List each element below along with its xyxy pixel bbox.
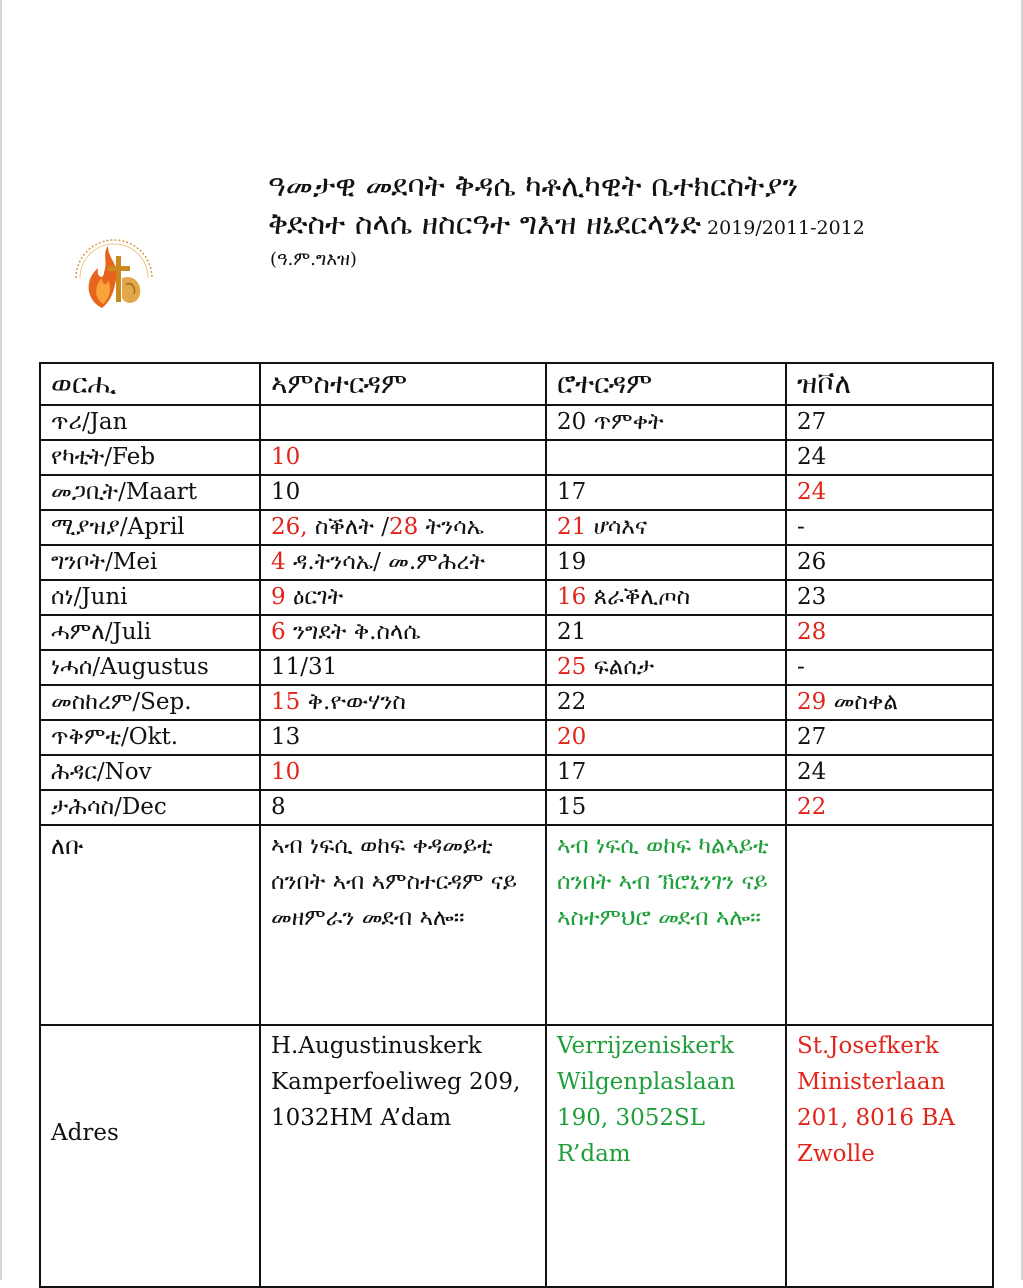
rotterdam-cell bbox=[546, 405, 786, 440]
zwolle-date: 24 bbox=[797, 759, 827, 785]
month-name: ሓምለ/Juli bbox=[51, 619, 152, 645]
amsterdam-event-2: ትንሳኤ bbox=[418, 514, 485, 540]
amsterdam-event: ንግደት ቅ.ስላሴ bbox=[285, 619, 421, 645]
zwolle-date: 23 bbox=[797, 584, 827, 610]
month-cell bbox=[40, 475, 260, 510]
month-cell bbox=[40, 720, 260, 755]
month-name: ሕዳር/Nov bbox=[51, 759, 152, 785]
month-cell bbox=[40, 510, 260, 545]
note-label: ለቡ bbox=[40, 825, 260, 1025]
month-cell bbox=[40, 650, 260, 685]
month-cell bbox=[40, 405, 260, 440]
zwolle-date: 24 bbox=[797, 444, 827, 470]
month-name: ነሓሰ/Augustus bbox=[51, 654, 209, 680]
zwolle-cell bbox=[786, 475, 993, 510]
table-row bbox=[40, 580, 993, 615]
amsterdam-date: 10 bbox=[271, 444, 301, 470]
title-line-2-text: ቅድስተ ስላሴ ዘስርዓተ ግእዝ ዘኔደርላንድ bbox=[268, 207, 702, 242]
amsterdam-cell bbox=[260, 720, 546, 755]
rotterdam-cell bbox=[546, 720, 786, 755]
title-subtitle: (ዓ.ም.ግእዝ) bbox=[270, 249, 357, 270]
table-row bbox=[40, 440, 993, 475]
note-row bbox=[40, 825, 993, 1025]
amsterdam-date: 26, bbox=[271, 514, 308, 540]
rotterdam-date: 17 bbox=[557, 479, 587, 505]
year-range: 2019/2011-2012 bbox=[707, 217, 865, 239]
document-title bbox=[268, 168, 988, 273]
column-header-rotterdam: ሮተርዳም bbox=[546, 363, 786, 405]
table-header-row bbox=[40, 363, 993, 405]
zwolle-cell bbox=[786, 755, 993, 790]
amsterdam-cell bbox=[260, 615, 546, 650]
rotterdam-date: 15 bbox=[557, 794, 587, 820]
rotterdam-event: ሆሳእና bbox=[586, 514, 648, 540]
rotterdam-cell bbox=[546, 580, 786, 615]
rotterdam-event: ፍልሰታ bbox=[586, 654, 655, 680]
rotterdam-event: ጰራቕሊጦስ bbox=[586, 584, 691, 610]
rotterdam-cell bbox=[546, 510, 786, 545]
amsterdam-event: ዳ.ትንሳኤ/ መ.ምሕረት bbox=[285, 549, 485, 575]
rotterdam-date: 20 bbox=[557, 724, 587, 750]
address-label: Adres bbox=[40, 1025, 260, 1287]
month-name: መስከረም/Sep. bbox=[51, 689, 192, 715]
zwolle-event: መስቀል bbox=[826, 689, 898, 715]
amsterdam-cell bbox=[260, 545, 546, 580]
rotterdam-date: 17 bbox=[557, 759, 587, 785]
zwolle-date: 26 bbox=[797, 549, 827, 575]
rotterdam-cell bbox=[546, 685, 786, 720]
church-logo bbox=[58, 232, 170, 312]
month-name: የካቲት/Feb bbox=[51, 444, 156, 470]
zwolle-cell bbox=[786, 440, 993, 475]
zwolle-date: 22 bbox=[797, 794, 827, 820]
column-header-amsterdam: ኣምስተርዳም bbox=[260, 363, 546, 405]
amsterdam-cell bbox=[260, 440, 546, 475]
month-cell bbox=[40, 440, 260, 475]
amsterdam-cell bbox=[260, 405, 546, 440]
amsterdam-date: 13 bbox=[271, 724, 301, 750]
month-name: መጋቢት/Maart bbox=[51, 479, 198, 505]
zwolle-cell bbox=[786, 650, 993, 685]
amsterdam-date: 10 bbox=[271, 759, 301, 785]
amsterdam-cell bbox=[260, 475, 546, 510]
month-cell bbox=[40, 685, 260, 720]
note-amsterdam: ኣብ ነፍሲ ወከፍ ቀዳመይቲ ሰንበት ኣብ ኣምስተርዳም ናይ መዘምራን መደብ ኣሎ። bbox=[260, 825, 546, 1025]
address-row bbox=[40, 1025, 993, 1287]
amsterdam-event: ዕርገት bbox=[285, 584, 344, 610]
month-name: ጥሪ/Jan bbox=[51, 409, 128, 435]
zwolle-date: 27 bbox=[797, 724, 827, 750]
note-zwolle-empty bbox=[786, 825, 993, 1025]
month-cell bbox=[40, 545, 260, 580]
zwolle-cell bbox=[786, 405, 993, 440]
zwolle-date: - bbox=[797, 514, 805, 540]
address-zwolle: St.Josefkerk Ministerlaan 201, 8016 BA Zwolle bbox=[786, 1025, 993, 1287]
schedule-table bbox=[39, 362, 994, 1288]
rotterdam-date: 21 bbox=[557, 619, 587, 645]
zwolle-cell bbox=[786, 545, 993, 580]
column-header-month: ወርሒ bbox=[40, 363, 260, 405]
table-row bbox=[40, 405, 993, 440]
month-cell bbox=[40, 790, 260, 825]
amsterdam-cell bbox=[260, 510, 546, 545]
month-cell bbox=[40, 755, 260, 790]
zwolle-date: 28 bbox=[797, 619, 827, 645]
amsterdam-cell bbox=[260, 580, 546, 615]
amsterdam-date: 10 bbox=[271, 479, 301, 505]
table-row bbox=[40, 650, 993, 685]
table-row bbox=[40, 545, 993, 580]
zwolle-date: 29 bbox=[797, 689, 827, 715]
rotterdam-event: ጥምቀት bbox=[586, 409, 664, 435]
rotterdam-date: 19 bbox=[557, 549, 587, 575]
zwolle-cell bbox=[786, 720, 993, 755]
table-row bbox=[40, 510, 993, 545]
column-header-zwolle: ዝቮለ bbox=[786, 363, 993, 405]
table-row bbox=[40, 755, 993, 790]
amsterdam-date: 15 bbox=[271, 689, 301, 715]
table-row bbox=[40, 475, 993, 510]
rotterdam-date: 20 bbox=[557, 409, 587, 435]
note-rotterdam: ኣብ ነፍሲ ወከፍ ካልኣይቲ ሰንበት ኣብ ኽሮኒንገን ናይ ኣስተምህሮ መደብ ኣሎ። bbox=[546, 825, 786, 1025]
zwolle-cell bbox=[786, 510, 993, 545]
month-name: ግንቦት/Mei bbox=[51, 549, 158, 575]
left-page-edge bbox=[0, 0, 2, 1280]
amsterdam-event: ቅ.ዮውሃንስ bbox=[300, 689, 406, 715]
table-row bbox=[40, 615, 993, 650]
title-line-1: ዓመታዊ መደባት ቅዳሴ ካቶሊካዊት ቤተክርስትያን bbox=[268, 169, 799, 204]
month-name: ታሕሳስ/Dec bbox=[51, 794, 167, 820]
amsterdam-cell bbox=[260, 755, 546, 790]
month-name: ሚያዝያ/April bbox=[51, 514, 185, 540]
rotterdam-cell bbox=[546, 475, 786, 510]
zwolle-cell bbox=[786, 580, 993, 615]
rotterdam-cell bbox=[546, 615, 786, 650]
address-rotterdam: Verrijzeniskerk Wilgenplaslaan 190, 3052SL R’dam bbox=[546, 1025, 786, 1287]
month-cell bbox=[40, 615, 260, 650]
rotterdam-date: 16 bbox=[557, 584, 587, 610]
amsterdam-date: 11/31 bbox=[271, 654, 338, 680]
amsterdam-date-2: 28 bbox=[388, 514, 419, 540]
month-name: ሰነ/Juni bbox=[51, 584, 128, 610]
rotterdam-cell bbox=[546, 790, 786, 825]
zwolle-cell bbox=[786, 615, 993, 650]
rotterdam-date: 22 bbox=[557, 689, 587, 715]
zwolle-cell bbox=[786, 790, 993, 825]
title-line-2 bbox=[268, 206, 988, 247]
rotterdam-date: 21 bbox=[557, 514, 587, 540]
table-row bbox=[40, 790, 993, 825]
rotterdam-cell bbox=[546, 755, 786, 790]
amsterdam-date: 9 bbox=[271, 584, 286, 610]
amsterdam-date: 8 bbox=[271, 794, 286, 820]
rotterdam-date: 25 bbox=[557, 654, 587, 680]
address-amsterdam: H.Augustinuskerk Kamperfoeliweg 209, 1032HM A’dam bbox=[260, 1025, 546, 1287]
rotterdam-cell bbox=[546, 545, 786, 580]
amsterdam-cell bbox=[260, 650, 546, 685]
month-cell bbox=[40, 580, 260, 615]
amsterdam-cell bbox=[260, 790, 546, 825]
amsterdam-date: 6 bbox=[271, 619, 286, 645]
rotterdam-cell bbox=[546, 440, 786, 475]
zwolle-cell bbox=[786, 685, 993, 720]
table-row bbox=[40, 720, 993, 755]
amsterdam-event: ስቕለት / bbox=[307, 514, 389, 540]
rotterdam-cell bbox=[546, 650, 786, 685]
amsterdam-date: 4 bbox=[271, 549, 286, 575]
month-name: ጥቅምቲ/Okt. bbox=[51, 724, 179, 750]
table-row bbox=[40, 685, 993, 720]
zwolle-date: - bbox=[797, 654, 805, 680]
zwolle-date: 27 bbox=[797, 409, 827, 435]
zwolle-date: 24 bbox=[797, 479, 827, 505]
amsterdam-cell bbox=[260, 685, 546, 720]
